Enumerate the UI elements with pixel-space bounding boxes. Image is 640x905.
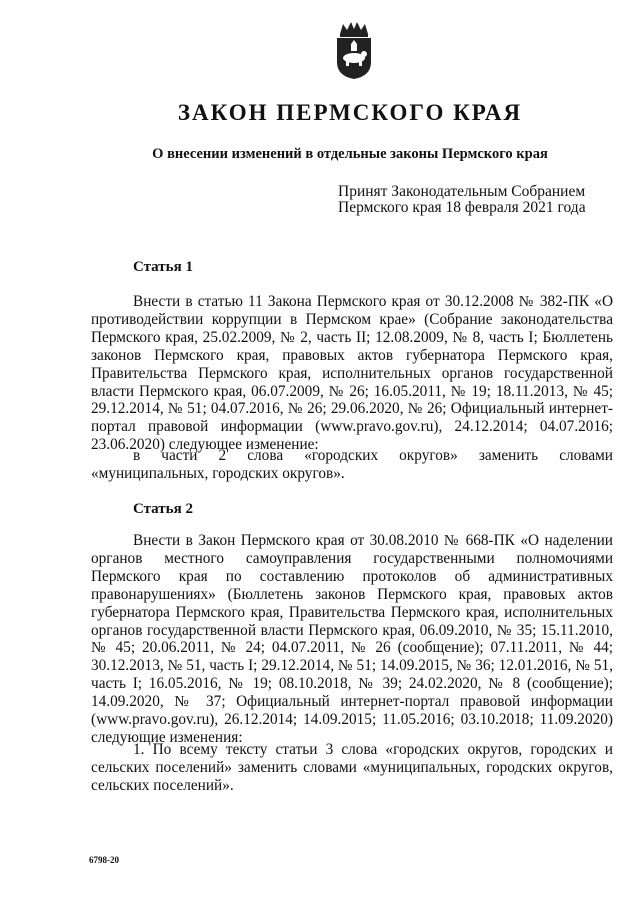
coat-of-arms-icon — [331, 20, 377, 80]
adoption-line-2: Пермского края 18 февраля 2021 года — [338, 199, 586, 216]
article-2-paragraph-2: 1. По всему тексту статьи 3 слова «городских округов, городских и сельских поселений» заменить словами «муниципальных, городских округов, сельских поселений». — [91, 741, 613, 794]
article-1-paragraph-1: Внести в статью 11 Закона Пермского края от 30.12.2008 № 382-ПК «О противодействии коррупции в Пермском крае» (Собрание законодательства Пермского края, 25.02.2009, № 2, часть II; 12.08.2009, № 8, часть I; Бюллетень законов Пермского края, правовых актов губернатора Пермского края, Правительства Пермского края, исполнительных органов государственной власти Пермского края, 06.07.2009, № 26; 16.05.2011, № 19; 18.11.2013, № 45; 29.12.2014, № 51; 04.07.2016, № 26; 29.06.2020, № 26; Официальный интернет-портал правовой информации (www.pravo.gov.ru), 24.12.2014; 04.07.2016; 23.06.2020) следующее изменение: — [91, 293, 613, 454]
law-subtitle: О внесении изменений в отдельные законы Пермского края — [152, 146, 548, 162]
adoption-note — [338, 184, 586, 216]
article-1-paragraph-2: в части 2 слова «городских округов» заменить словами «муниципальных, городских округов». — [91, 447, 613, 482]
document-code: 6798-20 — [89, 855, 119, 865]
article-1-heading: Статья 1 — [133, 259, 193, 275]
adoption-line-1: Принят Законодательным Собранием — [338, 183, 586, 200]
law-title: ЗАКОН ПЕРМСКОГО КРАЯ — [177, 100, 523, 125]
article-2-paragraph-1: Внести в Закон Пермского края от 30.08.2010 № 668-ПК «О наделении органов местного самоуправления государственными полномочиями Пермского края по составлению протоколов об административных правонарушениях» (Бюллетень законов Пермского края, правовых актов губернатора Пермского края, Правительства Пермского края, исполнительных органов государственной власти Пермского края, 06.09.2010, № 35; 15.11.2010, № 45; 20.06.2011, № 24; 04.07.2011, № 26 (сообщение); 07.11.2011, № 44; 30.12.2013, № 51, часть I; 29.12.2014, № 51; 14.09.2015, № 36; 12.01.2016, № 51, часть I; 16.05.2016, № 19; 08.10.2018, № 39; 24.02.2020, № 8 (сообщение); 14.09.2020, № 37; Официальный интернет-портал правовой информации (www.pravo.gov.ru), 26.12.2014; 14.09.2015; 11.05.2016; 03.10.2018; 11.09.2020) следующие изменения: — [91, 532, 613, 746]
article-2-heading: Статья 2 — [133, 501, 193, 517]
